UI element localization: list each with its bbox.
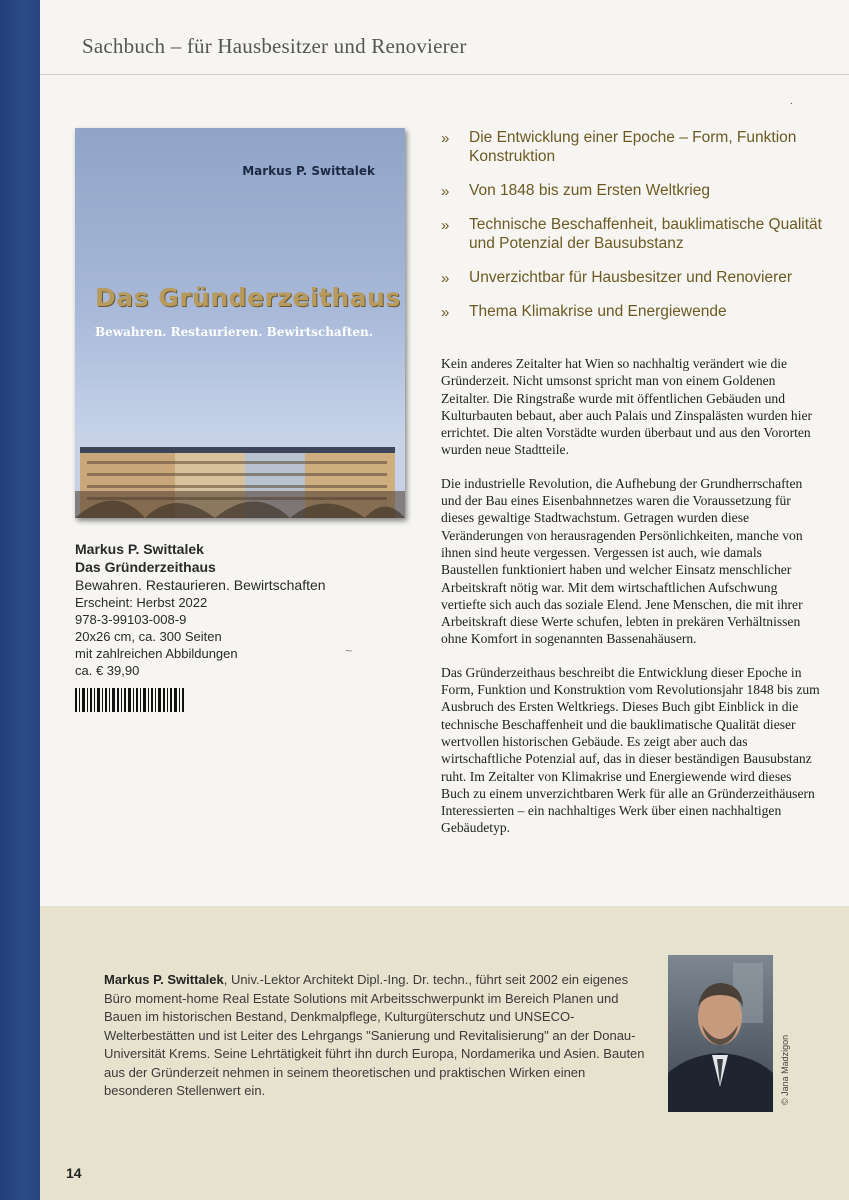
author-bio xyxy=(104,971,649,1101)
feature-text: Von 1848 bis zum Ersten Weltkrieg xyxy=(469,182,710,199)
feature-item xyxy=(441,128,831,166)
feature-item xyxy=(441,181,831,200)
cover-subtitle: Bewahren. Restaurieren. Bewirtschaften. xyxy=(95,325,373,339)
photo-credit: © Jana Madzigon xyxy=(780,1034,790,1105)
author-name: Markus P. Swittalek xyxy=(104,972,224,987)
page-spine xyxy=(0,0,40,1200)
feature-list xyxy=(441,128,831,336)
description-paragraph: Das Gründerzeithaus beschreibt die Entwicklung dieser Epoche in Form, Funktion und Konstruktion vom Revolutionsjahr 1848 bis zum Ausbruch des Ersten Weltkriegs. Dieses Buch gibt Einblick in die technische Beschaffenheit und die bauklimatische Qualität dieser wertvollen historischen Gebäude. Es zeigt aber auch das wirtschaftliche Potenzial auf, das in dieser beständigen Bausubstanz ruht. Im Zeitalter von Klimakrise und Energiewende wird dieses Buch zu einem unverzichtbaren Werk für alle an Gründerzeithäusern Interessierten – ein nachhaltiges Werk über einen nachhaltigen Gebäudetyp. xyxy=(441,664,820,836)
chevron-icon: » xyxy=(441,217,450,234)
info-illustrations: mit zahlreichen Abbildungen xyxy=(75,646,238,661)
feature-text: Die Entwicklung einer Epoche – Form, Funktion Konstruktion xyxy=(469,129,797,165)
pencil-mark: ~ xyxy=(345,644,353,658)
barcode-icon xyxy=(75,688,185,712)
feature-item xyxy=(441,302,831,321)
info-release: Erscheint: Herbst 2022 xyxy=(75,595,208,610)
description-paragraph: Die industrielle Revolution, die Aufhebung der Grundherrschaften und der Bau eines Eisenbahnnetzes waren die Voraussetzung für dieses gewaltige Stadtwachstum. Getragen wurden diese Veränderungen von herausragenden Persönlichkeiten, manche von ihnen sind heute vergessen. Vergessen ist auch, wie damals Baustellen funktioniert haben und welcher Einsatz menschlicher Arbeitskraft nötig war. Mit dem wirtschaftlichen Aufschwung vertiefte sich auch das soziale Elend. Jene Menschen, die mit ihrer Arbeitskraft diese Werte schufen, lebten in prekären Verhältnissen ohne Komfort in sogenannten Bassenahäusern. xyxy=(441,475,803,647)
info-author: Markus P. Swittalek xyxy=(75,541,204,557)
section-header: Sachbuch – für Hausbesitzer und Renovierer xyxy=(82,34,467,58)
page-number: 14 xyxy=(66,1165,82,1181)
chevron-icon: » xyxy=(441,183,450,200)
chevron-icon: » xyxy=(441,130,450,147)
cover-author: Markus P. Swittalek xyxy=(242,164,375,178)
description-paragraph: Kein anderes Zeitalter hat Wien so nachhaltig verändert wie die Gründerzeit. Nicht umsonst spricht man von einem Goldenen Zeitalter. Die Ringstraße wurde mit öffentlichen Gebäuden und Kulturbauten bebaut, aber auch Palais und Zinspalästen wurden hier errichtet. Die alten Vorstädte wurden überbaut und aus den Vororten wurden neue Stadtteile. xyxy=(441,356,813,458)
feature-item xyxy=(441,215,831,253)
author-photo xyxy=(668,955,773,1112)
feature-text: Thema Klimakrise und Energiewende xyxy=(469,303,727,320)
chevron-icon: » xyxy=(441,304,450,321)
feature-item xyxy=(441,268,831,287)
info-subtitle: Bewahren. Restaurieren. Bewirtschaften xyxy=(75,577,326,593)
author-bio-text: , Univ.-Lektor Architekt Dipl.-Ing. Dr. techn., führt seit 2002 ein eigenes Büro moment-home Real Estate Solutions mit Arbeitsschwerpunkt im Bereich Planen und Bauen im historischen Bestand, Denkmalpflege, Kulturgüterschutz und UNSECO-Welterbestätten und ist Leiter des Lehrgangs "Sanierung und Revitalisierung" an der Donau-Universität Krems. Seine Lehrtätigkeit führt ihn durch Europa, Nordamerika und Asien. Bauten aus der Gründerzeit nehmen in seinem theoretischen und praktischen Wirken einen besonderen Stellenwert ein. xyxy=(104,972,645,1098)
header-divider xyxy=(40,74,849,75)
info-title: Das Gründerzeithaus xyxy=(75,559,216,575)
book-cover xyxy=(75,128,405,518)
chevron-icon: » xyxy=(441,270,450,287)
cover-building-photo xyxy=(75,433,405,518)
info-price: ca. € 39,90 xyxy=(75,663,140,678)
scan-mark: . xyxy=(790,96,793,107)
feature-text: Unverzichtbar für Hausbesitzer und Renovierer xyxy=(469,269,793,286)
info-format: 20x26 cm, ca. 300 Seiten xyxy=(75,629,222,644)
book-description xyxy=(441,355,821,853)
book-details xyxy=(75,540,375,679)
cover-title: Das Gründerzeithaus xyxy=(95,283,401,312)
feature-text: Technische Beschaffenheit, bauklimatische Qualität und Potenzial der Bausubstanz xyxy=(469,216,822,252)
info-isbn: 978-3-99103-008-9 xyxy=(75,612,187,627)
